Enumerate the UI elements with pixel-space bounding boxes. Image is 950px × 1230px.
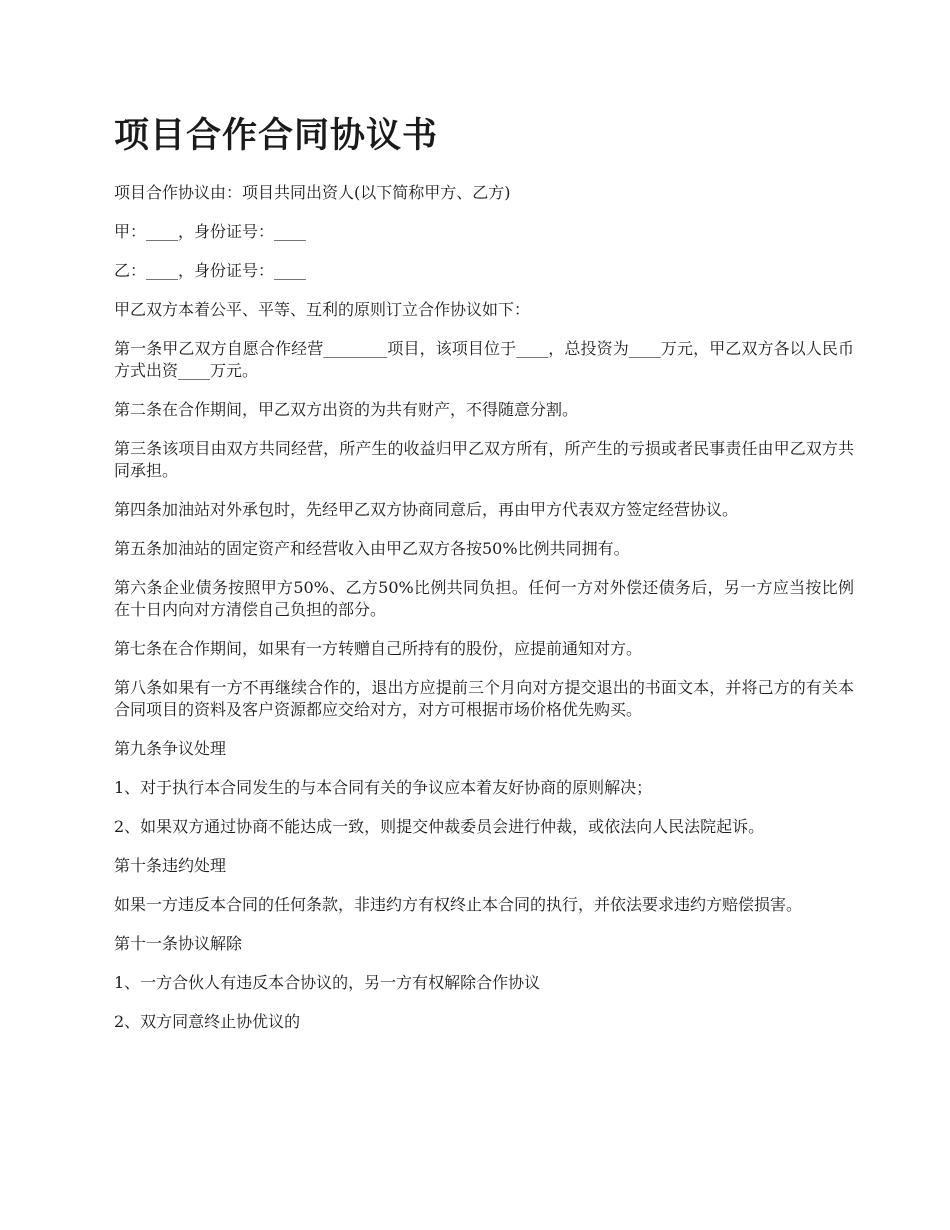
article-9-item-2: 2、如果双方通过协商不能达成一致，则提交仲裁委员会进行仲裁，或依法向人民法院起诉。	[114, 817, 765, 836]
article-5: 第五条加油站的固定资产和经营收入由甲乙双方各按50%比例共同拥有。	[114, 539, 630, 558]
article-2: 第二条在合作期间，甲乙双方出资的为共有财产，不得随意分割。	[114, 400, 579, 419]
article-3: 第三条该项目由双方共同经营，所产生的收益归甲乙双方所有，所产生的亏损或者民事责任由甲乙双方共同承担。	[114, 439, 854, 480]
article-7: 第七条在合作期间，如果有一方转赠自己所持有的股份，应提前通知对方。	[114, 639, 643, 658]
article-11-heading: 第十一条协议解除	[114, 934, 243, 953]
article-11-item-2: 2、双方同意终止协优议的	[114, 1012, 301, 1031]
party-b-line: 乙：____，身份证号：____	[114, 261, 307, 280]
article-9-heading: 第九条争议处理	[114, 739, 227, 758]
article-1: 第一条甲乙双方自愿合作经营________项目，该项目位于____，总投资为____万元，甲乙双方各以人民币方式出资____万元。	[114, 339, 854, 380]
party-a-line: 甲：____，身份证号：____	[114, 222, 307, 241]
article-8: 第八条如果有一方不再继续合作的，退出方应提前三个月向对方提交退出的书面文本，并将己方的有关本合同项目的资料及客户资源都应交给对方，对方可根据市场价格优先购买。	[114, 678, 854, 719]
principle-paragraph: 甲乙双方本着公平、平等、互利的原则订立合作协议如下：	[114, 300, 531, 319]
article-10-heading: 第十条违约处理	[114, 856, 227, 875]
article-6: 第六条企业债务按照甲方50%、乙方50%比例共同负担。任何一方对外偿还债务后，另一方应当按比例在十日内向对方清偿自己负担的部分。	[114, 578, 854, 619]
document-page	[114, 112, 854, 1050]
article-4: 第四条加油站对外承包时，先经甲乙双方协商同意后，再由甲方代表双方签定经营协议。	[114, 500, 739, 519]
intro-paragraph: 项目合作协议由：项目共同出资人(以下简称甲方、乙方)	[114, 183, 511, 202]
article-10-body: 如果一方违反本合同的任何条款，非违约方有权终止本合同的执行，并依法要求违约方赔偿损害。	[114, 895, 803, 914]
article-9-item-1: 1、对于执行本合同发生的与本合同有关的争议应本着友好协商的原则解决；	[114, 778, 653, 797]
article-11-item-1: 1、一方合伙人有违反本合协议的，另一方有权解除合作协议	[114, 973, 541, 992]
document-title: 项目合作合同协议书	[114, 116, 439, 156]
